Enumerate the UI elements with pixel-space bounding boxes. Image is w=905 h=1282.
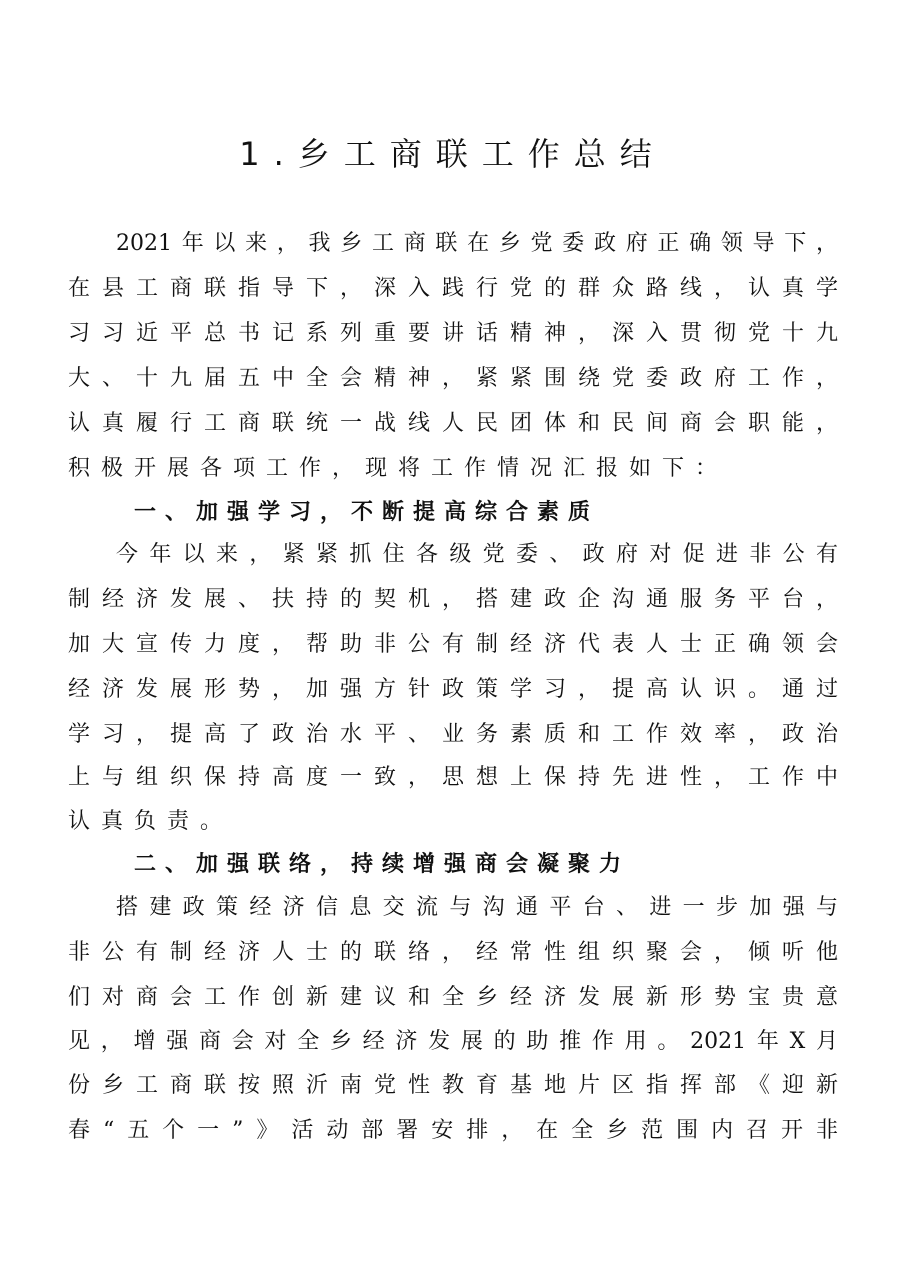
paragraph-line: 份乡工商联按照沂南党性教育基地片区指挥部《迎新 <box>68 1073 838 1098</box>
paragraph-line: 大、十九届五中全会精神，紧紧围绕党委政府工作， <box>68 366 838 391</box>
paragraph-line: 制经济发展、扶持的契机，搭建政企沟通服务平台， <box>68 587 838 612</box>
paragraph-line: 在县工商联指导下，深入践行党的群众路线，认真学 <box>68 276 838 301</box>
paragraph-line: 春“五个一”》活动部署安排，在全乡范围内召开非 <box>68 1118 838 1143</box>
document-title: 1.乡工商联工作总结 <box>239 135 666 173</box>
paragraph-line: 见，增强商会对全乡经济发展的助推作用。2021年X月 <box>68 1029 838 1054</box>
paragraph-line: 上与组织保持高度一致，思想上保持先进性，工作中 <box>68 765 838 790</box>
section-heading-1: 一、加强学习，不断提高综合素质 <box>134 500 600 525</box>
paragraph-line: 认真履行工商联统一战线人民团体和民间商会职能， <box>68 411 838 436</box>
paragraph-line: 经济发展形势，加强方针政策学习，提高认识。通过 <box>68 677 838 702</box>
paragraph-line: 非公有制经济人士的联络，经常性组织聚会，倾听他 <box>68 940 838 965</box>
paragraph-line: 2021年以来，我乡工商联在乡党委政府正确领导下， <box>116 231 838 256</box>
paragraph-line: 今年以来，紧紧抓住各级党委、政府对促进非公有 <box>116 542 838 567</box>
paragraph-line: 们对商会工作创新建议和全乡经济发展新形势宝贵意 <box>68 985 838 1010</box>
paragraph-line: 习习近平总书记系列重要讲话精神，深入贯彻党十九 <box>68 321 838 346</box>
paragraph-line: 加大宣传力度，帮助非公有制经济代表人士正确领会 <box>68 632 838 657</box>
paragraph-line: 学习，提高了政治水平、业务素质和工作效率，政治 <box>68 722 838 747</box>
paragraph-line: 搭建政策经济信息交流与沟通平台、进一步加强与 <box>116 895 838 920</box>
paragraph-line: 积极开展各项工作，现将工作情况汇报如下： <box>68 456 729 481</box>
section-heading-2: 二、加强联络，持续增强商会凝聚力 <box>134 852 631 877</box>
paragraph-line: 认真负责。 <box>68 809 234 834</box>
